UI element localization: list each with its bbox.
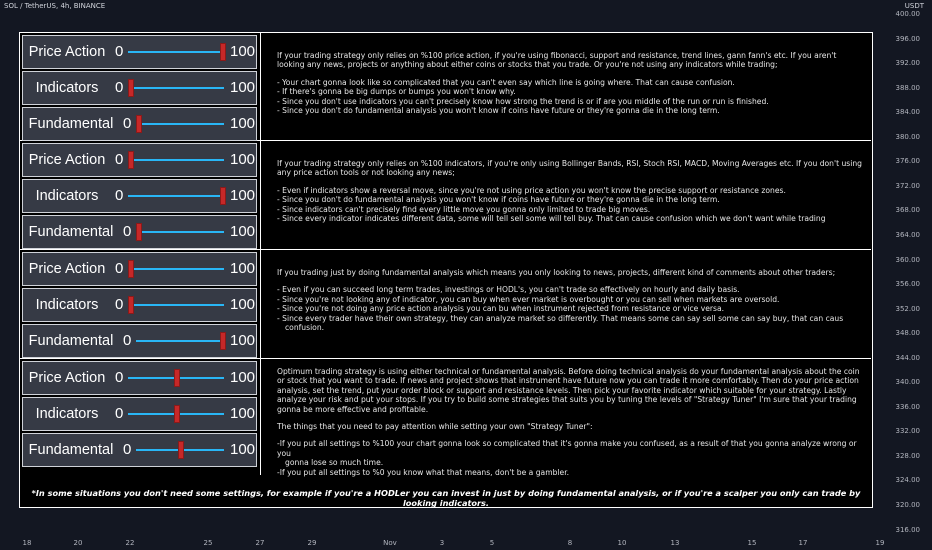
time-tick: 19	[875, 539, 885, 547]
bullet-item: - Since you're not doing any price action analysis you can bu when instrument rejected from resistance or vice versa.	[277, 304, 725, 314]
intro-paragraph: If your trading strategy only relies on %100 price action, if you're using fibonacci, support and resistance, trend lines, gann fann's etc. If you aren't looking any news, projects or anything about either coins or stocks that you trade. Or you're not using any indicators while trading;	[277, 51, 837, 70]
strategy-section	[20, 141, 871, 250]
slider-track[interactable]	[128, 87, 224, 89]
bullet-item: -If you put all settings to %0 you know what that means, don't be a gambler.	[277, 467, 570, 477]
time-tick: 3	[439, 539, 445, 547]
price-tick: 380.00	[895, 132, 920, 141]
slider-label: Price Action	[28, 370, 106, 386]
price-tick: 360.00	[895, 255, 920, 264]
bullet-item: - Since indicators can't precisely find every little move you gonna only limited to trade big moves.	[277, 204, 651, 214]
slider-max-label: 100	[230, 187, 256, 204]
slider-max-label: 100	[230, 115, 256, 132]
time-tick: 25	[203, 539, 213, 547]
slider-label: Price Action	[28, 261, 106, 277]
slider-track[interactable]	[136, 123, 224, 125]
slider-label: Indicators	[35, 188, 99, 204]
slider-group	[20, 250, 258, 358]
strategy-slider[interactable]	[22, 71, 257, 105]
slider-handle[interactable]	[178, 441, 184, 459]
description-panel	[260, 250, 871, 358]
time-tick: 10	[617, 539, 627, 547]
bullet-item: - Your chart gonna look like so complicated that you can't even say which line is going where. That can cause confusion.	[277, 77, 735, 87]
strategy-slider[interactable]	[22, 179, 257, 213]
price-tick: 388.00	[895, 83, 920, 92]
slider-max-label: 100	[230, 260, 256, 277]
slider-max-label: 100	[230, 151, 256, 168]
description-text	[277, 51, 863, 115]
slider-track[interactable]	[128, 51, 224, 53]
slider-handle[interactable]	[128, 151, 134, 169]
time-tick: 18	[22, 539, 32, 547]
footer-note: *In some situations you don't need some settings, for example if you're a HODLer you can invest in just by doing fundamental analysis, or if you're a scalper you only can trade by looking indicators.	[31, 488, 861, 508]
slider-min-label: 0	[115, 151, 124, 168]
slider-min-label: 0	[123, 441, 132, 458]
strategy-slider[interactable]	[22, 143, 257, 177]
description-panel	[260, 141, 871, 249]
time-tick: 27	[255, 539, 265, 547]
price-tick: 368.00	[895, 206, 920, 215]
slider-handle[interactable]	[174, 405, 180, 423]
slider-handle[interactable]	[136, 115, 142, 133]
slider-track[interactable]	[128, 268, 224, 270]
strategy-tuner-panel	[19, 32, 873, 508]
strategy-slider[interactable]	[22, 107, 257, 141]
slider-label: Price Action	[28, 44, 106, 60]
slider-min-label: 0	[115, 405, 124, 422]
slider-min-label: 0	[123, 332, 132, 349]
strategy-slider[interactable]	[22, 288, 257, 322]
price-tick: 348.00	[895, 329, 920, 338]
bullet-item: - Since you don't do fundamental analysis you won't know if coins have future or they're gonna die in the long term.	[277, 195, 720, 205]
slider-max-label: 100	[230, 332, 256, 349]
slider-max-label: 100	[230, 223, 256, 240]
slider-track[interactable]	[128, 195, 224, 197]
slider-min-label: 0	[115, 43, 124, 60]
price-axis[interactable]	[896, 0, 932, 532]
price-tick: 344.00	[895, 353, 920, 362]
slider-min-label: 0	[123, 115, 132, 132]
time-tick: 15	[747, 539, 757, 547]
slider-track[interactable]	[136, 231, 224, 233]
slider-handle[interactable]	[128, 79, 134, 97]
price-tick: 324.00	[895, 476, 920, 485]
strategy-slider[interactable]	[22, 433, 257, 467]
bullet-item: - Even if indicators show a reversal move, since you're not using price action you won't know the precise support or resistance zones.	[277, 185, 786, 195]
slider-label: Price Action	[28, 152, 106, 168]
slider-max-label: 100	[230, 79, 256, 96]
slider-handle[interactable]	[136, 223, 142, 241]
price-tick: 336.00	[895, 402, 920, 411]
strategy-section	[20, 359, 871, 475]
slider-max-label: 100	[230, 369, 256, 386]
slider-track[interactable]	[128, 304, 224, 306]
strategy-section	[20, 33, 871, 141]
description-text	[277, 268, 863, 332]
slider-min-label: 0	[115, 260, 124, 277]
description-panel	[260, 359, 871, 475]
price-tick: 328.00	[895, 451, 920, 460]
slider-group	[20, 359, 258, 475]
slider-handle[interactable]	[220, 332, 226, 350]
attention-heading: The things that you need to pay attention while setting your own "Strategy Tuner":	[277, 422, 593, 432]
description-text	[277, 159, 863, 223]
slider-label: Indicators	[35, 406, 99, 422]
strategy-section	[20, 250, 871, 359]
slider-min-label: 0	[115, 187, 124, 204]
price-tick: 384.00	[895, 108, 920, 117]
strategy-slider[interactable]	[22, 397, 257, 431]
slider-max-label: 100	[230, 296, 256, 313]
slider-track[interactable]	[136, 340, 224, 342]
time-axis[interactable]	[0, 536, 932, 550]
intro-paragraph: Optimum trading strategy is using either technical or fundamental analysis. Before doing technical analysis do your fundamental analysis about the coin or stock that you want to trade. If news and project shows that instrument have future now you can trade it more comfortably. Then do your price action analysis, set the trend, put your order block or support and resistance levels. Then pick your favorite indicator which suitable for your strategy. Lastly analyze your risk and put your stops. If you try to build some strategies that suits you by tuning the levels of "Strategy Tuner" I'm sure that your trading gonna be more effective and profitable.	[277, 367, 860, 414]
time-tick: 8	[567, 539, 573, 547]
bullet-continuation: confusion.	[285, 323, 325, 333]
price-tick: 392.00	[895, 59, 920, 68]
bullet-item: - If there's gonna be big dumps or bumps you won't know why.	[277, 87, 516, 97]
chart-symbol-title: SOL / TetherUS, 4h, BINANCE	[4, 2, 106, 10]
price-tick: 340.00	[895, 378, 920, 387]
price-tick: 316.00	[895, 525, 920, 534]
time-tick: 5	[489, 539, 495, 547]
intro-paragraph: If you trading just by doing fundamental analysis which means you only looking to news, projects, different kind of comments about other traders;	[277, 268, 836, 277]
slider-group	[20, 33, 258, 140]
slider-min-label: 0	[115, 369, 124, 386]
time-tick: 22	[125, 539, 135, 547]
slider-label: Fundamental	[28, 116, 114, 132]
bullet-item: - Since you're not looking any of indicator, you can buy when ever market is overbought or you can sell when markets are oversold.	[277, 294, 780, 304]
price-tick: 376.00	[895, 157, 920, 166]
slider-handle[interactable]	[174, 369, 180, 387]
price-tick: 352.00	[895, 304, 920, 313]
slider-max-label: 100	[230, 405, 256, 422]
price-tick: 356.00	[895, 280, 920, 289]
slider-min-label: 0	[115, 296, 124, 313]
slider-label: Fundamental	[28, 224, 114, 240]
slider-max-label: 100	[230, 43, 256, 60]
bullet-item: - Since every indicator indicates different data, some will tell sell some will tell buy. That can cause confusion which we don't want while trading	[277, 214, 826, 224]
bullet-continuation: gonna lose so much time.	[285, 458, 384, 468]
slider-track[interactable]	[128, 159, 224, 161]
intro-paragraph: If your trading strategy only relies on %100 indicators, if you're only using Bollinger Bands, RSI, Stoch RSI, MACD, Moving Averages etc. If you don't using any price action tools or not looking any news;	[277, 159, 862, 178]
strategy-slider[interactable]	[22, 324, 257, 358]
slider-max-label: 100	[230, 441, 256, 458]
price-tick: 400.00	[895, 10, 920, 18]
slider-label: Indicators	[35, 80, 99, 96]
time-tick: 17	[798, 539, 808, 547]
price-tick: 332.00	[895, 427, 920, 436]
bullet-item: - Even if you can succeed long term trades, investings or HODL's, you can't trade so effectively on hourly and daily basis.	[277, 285, 740, 295]
slider-min-label: 0	[115, 79, 124, 96]
currency-label: USDT	[904, 2, 924, 10]
slider-label: Fundamental	[28, 333, 114, 349]
description-panel	[260, 33, 871, 140]
price-tick: 396.00	[895, 34, 920, 43]
slider-label: Fundamental	[28, 442, 114, 458]
time-tick: Nov	[383, 539, 397, 547]
strategy-slider[interactable]	[22, 35, 257, 69]
description-text	[277, 367, 863, 477]
slider-label: Indicators	[35, 297, 99, 313]
bullet-item: - Since you don't do fundamental analysis you won't know if coins have future or they're gonna die in the long term.	[277, 106, 720, 116]
strategy-slider[interactable]	[22, 252, 257, 286]
bullet-item: - Since every trader have their own strategy, they can analyze market so differently. That means some can say sell some can say buy, that can caus	[277, 313, 844, 323]
slider-handle[interactable]	[128, 296, 134, 314]
time-tick: 20	[73, 539, 83, 547]
time-tick: 13	[670, 539, 680, 547]
price-tick: 372.00	[895, 181, 920, 190]
slider-group	[20, 141, 258, 249]
slider-handle[interactable]	[220, 187, 226, 205]
bullet-item: -If you put all settings to %100 your chart gonna look so complicated that it's gonna make you confused, as a result of that you gonna analyze wrong or you	[277, 439, 857, 458]
bullet-item: - Since you don't use indicators you can't precisely know how strong the trend is or if are you middle of the run or run is finished.	[277, 96, 769, 106]
price-tick: 320.00	[895, 501, 920, 509]
strategy-slider[interactable]	[22, 215, 257, 249]
slider-handle[interactable]	[220, 43, 226, 61]
strategy-slider[interactable]	[22, 361, 257, 395]
slider-handle[interactable]	[128, 260, 134, 278]
price-tick: 364.00	[895, 230, 920, 239]
time-tick: 29	[307, 539, 317, 547]
slider-min-label: 0	[123, 223, 132, 240]
